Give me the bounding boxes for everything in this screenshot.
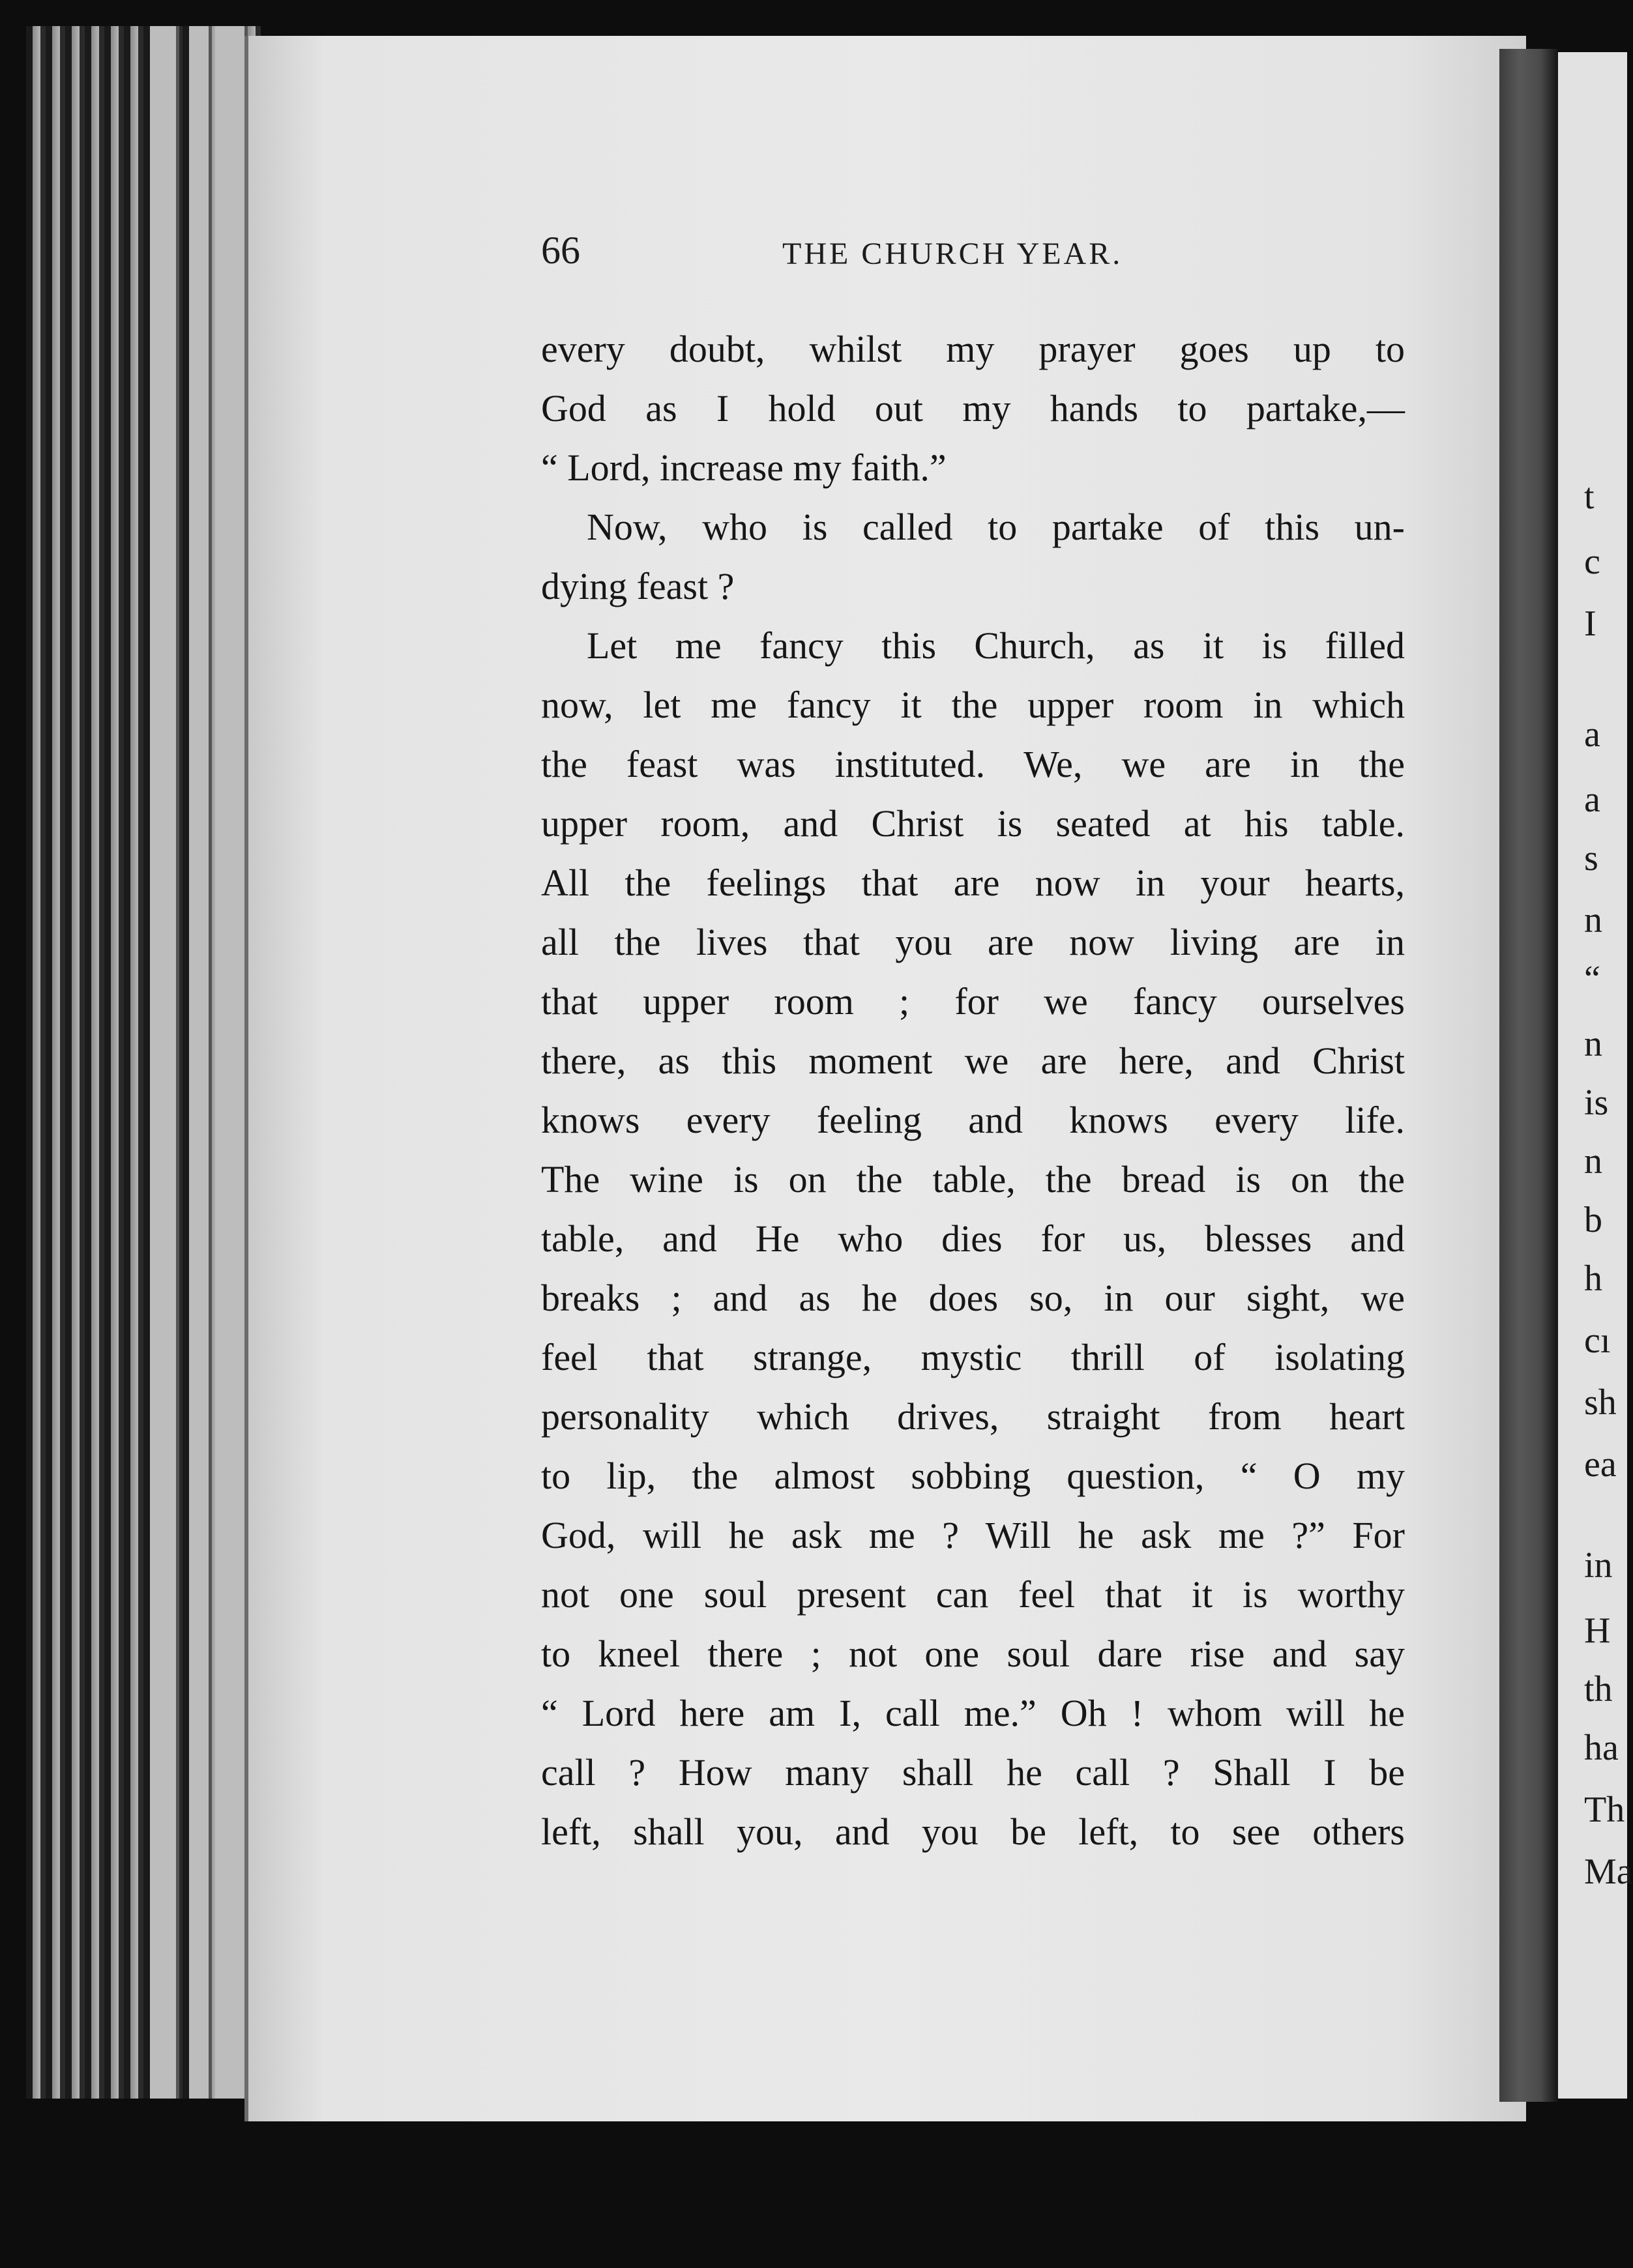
text-line: left, shall you, and you be left, to see others bbox=[541, 1810, 1405, 1853]
facing-page-fragment: I bbox=[1584, 603, 1596, 644]
facing-page-fragment: s bbox=[1584, 838, 1598, 879]
facing-page-fragment: h bbox=[1584, 1258, 1602, 1299]
facing-page-fragment: n bbox=[1584, 1024, 1602, 1064]
page-header bbox=[541, 228, 1405, 280]
facing-page-fragment: c bbox=[1584, 542, 1600, 582]
text-line: to lip, the almost sobbing question, “ O my bbox=[541, 1455, 1405, 1497]
facing-page-fragment: Th bbox=[1584, 1790, 1625, 1830]
facing-page-fragment: a bbox=[1584, 714, 1600, 755]
page-edge-band bbox=[150, 26, 179, 2099]
body-text bbox=[541, 319, 1405, 1861]
text-line: the feast was instituted. We, we are in the bbox=[541, 743, 1405, 785]
facing-page-fragment: ha bbox=[1584, 1728, 1619, 1768]
text-line: there, as this moment we are here, and Christ bbox=[541, 1040, 1405, 1082]
text-line: to kneel there ; not one soul dare rise and say bbox=[541, 1633, 1405, 1675]
facing-page-fragment: n bbox=[1584, 1141, 1602, 1182]
facing-page-fragment: a bbox=[1584, 779, 1600, 820]
text-line: “ Lord, increase my faith.” bbox=[541, 446, 947, 489]
text-line: dying feast ? bbox=[541, 565, 735, 607]
text-line: Now, who is called to partake of this un- bbox=[587, 506, 1405, 548]
facing-page-fragment: “ bbox=[1584, 959, 1600, 999]
text-line: breaks ; and as he does so, in our sight, we bbox=[541, 1277, 1405, 1319]
facing-page-fragment: in bbox=[1584, 1545, 1613, 1586]
text-line: feel that strange, mystic thrill of isolating bbox=[541, 1336, 1405, 1378]
facing-page-fragment: th bbox=[1584, 1669, 1613, 1709]
text-line: God as I hold out my hands to partake,— bbox=[541, 387, 1405, 429]
text-line: now, let me fancy it the upper room in which bbox=[541, 684, 1405, 726]
text-line: table, and He who dies for us, blesses and bbox=[541, 1217, 1405, 1260]
text-line: knows every feeling and knows every life. bbox=[541, 1099, 1405, 1141]
text-line: upper room, and Christ is seated at his table. bbox=[541, 802, 1405, 845]
facing-page-fragment: t bbox=[1584, 476, 1595, 517]
text-line: All the feelings that are now in your hearts, bbox=[541, 862, 1405, 904]
facing-page-fragment: n bbox=[1584, 900, 1602, 940]
page-edge-band bbox=[215, 26, 248, 2099]
facing-page-fragment: Ma bbox=[1584, 1852, 1633, 1892]
facing-page-fragment: is bbox=[1584, 1083, 1609, 1123]
text-line: The wine is on the table, the bread is on the bbox=[541, 1158, 1405, 1200]
text-line: Let me fancy this Church, as it is filled bbox=[587, 624, 1405, 667]
facing-page-fragment: sh bbox=[1584, 1382, 1617, 1423]
page-number: 66 bbox=[541, 229, 580, 272]
running-title: THE CHURCH YEAR. bbox=[782, 237, 1123, 271]
text-line: not one soul present can feel that it is worthy bbox=[541, 1573, 1405, 1616]
book-gutter bbox=[1499, 49, 1558, 2102]
text-line: personality which drives, straight from heart bbox=[541, 1395, 1405, 1438]
facing-page-fragment: ea bbox=[1584, 1444, 1617, 1485]
text-line: call ? How many shall he call ? Shall I be bbox=[541, 1751, 1405, 1794]
text-line: that upper room ; for we fancy ourselves bbox=[541, 980, 1405, 1023]
page-edge-band bbox=[189, 26, 212, 2099]
text-line: all the lives that you are now living are in bbox=[541, 921, 1405, 963]
text-line: God, will he ask me ? Will he ask me ?” For bbox=[541, 1514, 1405, 1556]
facing-page-fragment: cı bbox=[1584, 1320, 1611, 1361]
facing-page-fragment: b bbox=[1584, 1200, 1602, 1240]
text-line: “ Lord here am I, call me.” Oh ! whom will he bbox=[541, 1692, 1405, 1734]
facing-page-fragment: H bbox=[1584, 1610, 1611, 1651]
text-line: every doubt, whilst my prayer goes up to bbox=[541, 328, 1405, 370]
